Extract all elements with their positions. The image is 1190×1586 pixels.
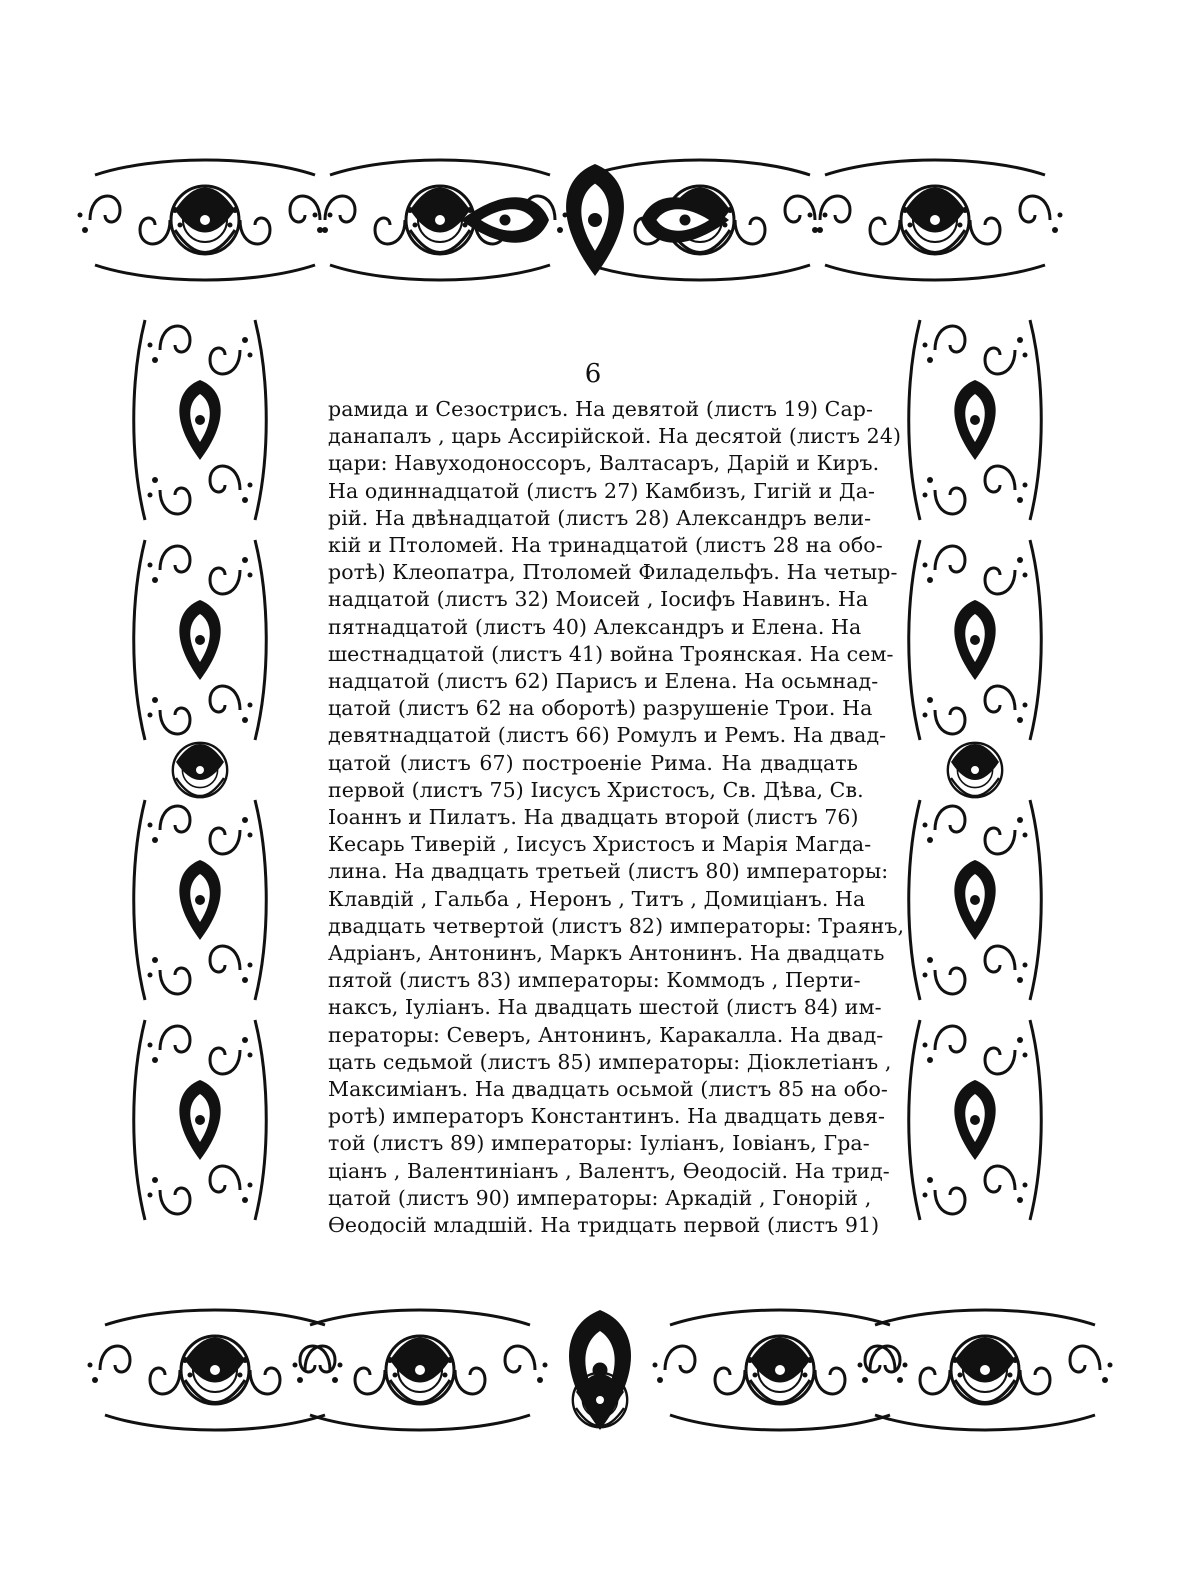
text-line: Ѳеодосій младшій. На тридцать первой (листъ 91) bbox=[328, 1213, 880, 1238]
text-line: цатой (листъ 67) построеніе Рима. На двадцать bbox=[328, 750, 858, 775]
text-line: кій и Птоломей. На тринадцатой (листъ 28 на обо- bbox=[328, 533, 883, 558]
text-line: пятой (листъ 83) императоры: Коммодъ , Перти- bbox=[328, 968, 861, 993]
text-line: рамида и Сезострисъ. На девятой (листъ 19) Сар- bbox=[328, 397, 874, 421]
text-line: цари: Навуходоноссоръ, Валтасаръ, Дарій и Киръ. bbox=[328, 451, 880, 476]
text-line: Адріанъ, Антонинъ, Маркъ Антонинъ. На двадцать bbox=[328, 941, 885, 966]
text-line: цатой (листъ 90) императоры: Аркадій , Гонорій , bbox=[328, 1185, 872, 1210]
text-line: наксъ, Іуліанъ. На двадцать шестой (листъ 84) им- bbox=[328, 995, 882, 1020]
top-border bbox=[78, 160, 1063, 280]
text-line: данапалъ , царь Ассирійской. На десятой (листъ 24) bbox=[328, 424, 902, 449]
bottom-border bbox=[88, 1310, 1113, 1430]
text-line: надцатой (листъ 62) Парисъ и Елена. На осьмнад- bbox=[328, 669, 879, 694]
text-line: шестнадцатой (листъ 41) война Троянская. На сем- bbox=[328, 641, 894, 666]
text-line: ротѣ) Клеопатра, Птоломей Филадельфъ. На четыр- bbox=[328, 560, 898, 585]
text-line: На одиннадцатой (листъ 27) Камбизъ, Гигій и Да- bbox=[328, 478, 876, 503]
text-line: ротѣ) императоръ Константинъ. На двадцать девя- bbox=[328, 1104, 886, 1129]
text-line: рій. На двѣнадцатой (листъ 28) Александръ вели- bbox=[328, 505, 872, 530]
text-line: первой (листъ 75) Іисусъ Христосъ, Св. Дѣва, Св. bbox=[328, 777, 864, 802]
text-line: пятнадцатой (листъ 40) Александръ и Елена. На bbox=[328, 614, 862, 639]
text-line: той (листъ 89) императоры: Іуліанъ, Іовіанъ, Гра- bbox=[328, 1131, 870, 1156]
text-line: лина. На двадцать третьей (листъ 80) императоры: bbox=[328, 859, 889, 884]
text-line: девятнадцатой (листъ 66) Ромулъ и Ремъ. На двад- bbox=[328, 723, 887, 748]
right-border bbox=[909, 320, 1042, 1220]
text-line: ператоры: Северъ, Антонинъ, Каракалла. На двад- bbox=[328, 1022, 884, 1047]
text-line: ціанъ , Валентиніанъ , Валентъ, Ѳеодосій. На трид- bbox=[328, 1158, 890, 1183]
text-line: цать седьмой (листъ 85) императоры: Діоклетіанъ , bbox=[328, 1049, 892, 1074]
text-line: Кесарь Тиверій , Іисусъ Христосъ и Марія Магда- bbox=[328, 832, 872, 857]
text-line: двадцать четвертой (листъ 82) императоры: Траянъ, bbox=[328, 913, 905, 938]
page-number: 6 bbox=[584, 359, 602, 389]
text-line: цатой (листъ 62 на оборотѣ) разрушеніе Трои. На bbox=[328, 696, 873, 721]
left-border bbox=[134, 320, 267, 1220]
text-line: Іоаннъ и Пилатъ. На двадцать второй (листъ 76) bbox=[328, 805, 859, 830]
text-block bbox=[328, 358, 905, 1239]
text-line: надцатой (листъ 32) Моисей , Іосифъ Навинъ. На bbox=[328, 587, 869, 612]
text-line: Максиміанъ. На двадцать осьмой (листъ 85 на обо- bbox=[328, 1077, 888, 1102]
text-line: Клавдій , Гальба , Неронъ , Титъ , Домиціанъ. На bbox=[328, 886, 866, 911]
